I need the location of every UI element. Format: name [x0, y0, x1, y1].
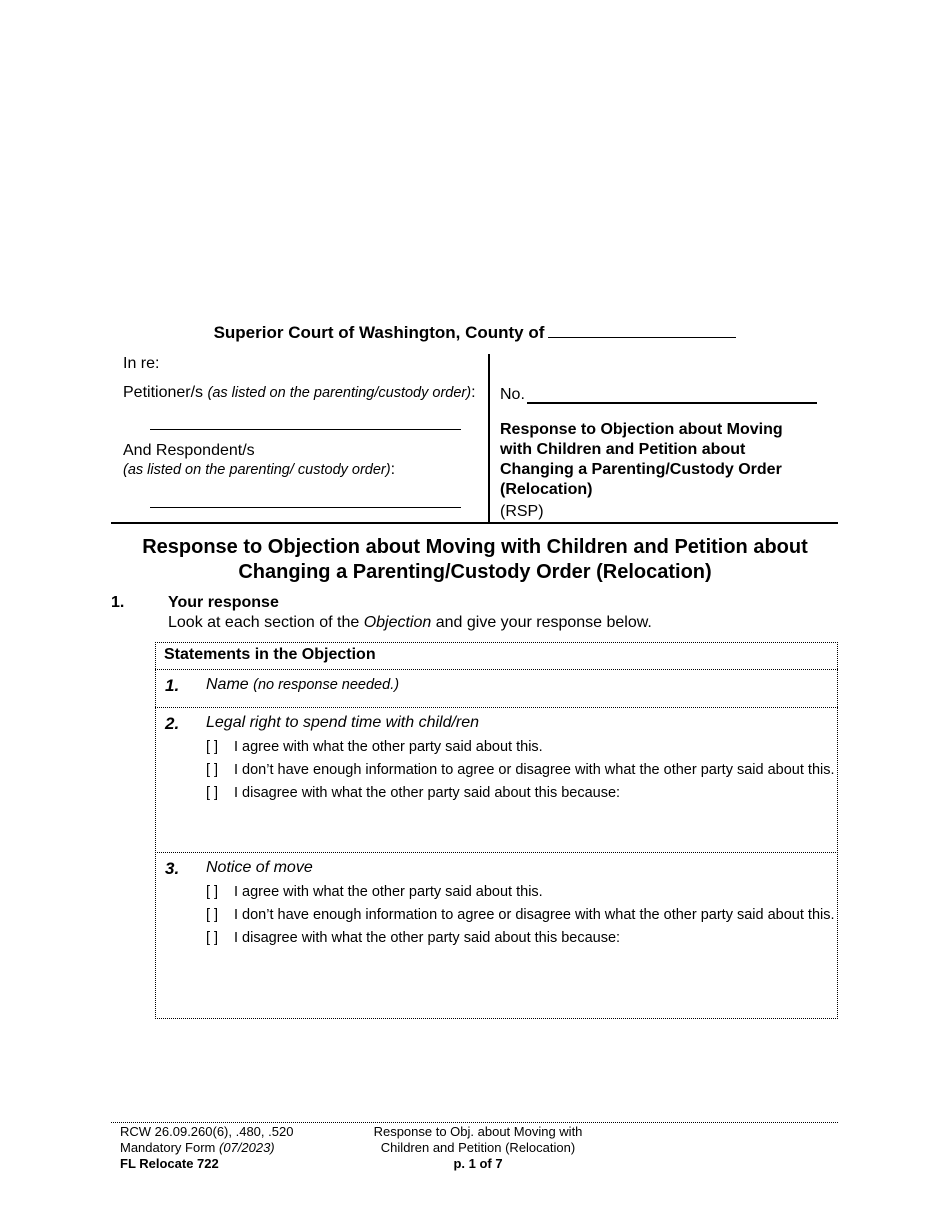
doc-code: (RSP) [500, 503, 544, 520]
in-re-label: In re: [123, 355, 160, 372]
main-title-line-2: Changing a Parenting/Custody Order (Relocation) [238, 561, 712, 583]
table-divider-2 [155, 707, 838, 708]
doc-title-line-2: with Children and Petition about [500, 441, 746, 458]
petitioner-label-row [123, 384, 476, 402]
petitioner-name-line[interactable] [150, 429, 461, 430]
row-2-option-1-checkbox[interactable]: [ ] [206, 739, 219, 755]
footer-rule [111, 1122, 838, 1123]
footer-mandatory-date: (07/2023) [218, 1140, 275, 1155]
main-title-line-1: Response to Objection about Moving with Children and Petition about [142, 536, 808, 558]
footer-mandatory-form [120, 1140, 293, 1156]
case-no-line[interactable] [527, 402, 817, 404]
row-3-option-2-label: I don’t have enough information to agree or disagree with what the other party said about this. [234, 907, 835, 923]
footer-form-code: FL Relocate 722 [120, 1156, 219, 1171]
respondent-note: (as listed on the parenting/ custody order) [123, 462, 391, 478]
row-3-option-1-checkbox[interactable]: [ ] [206, 884, 219, 900]
table-divider-3 [155, 852, 838, 853]
petitioner-label: Petitioner/s [123, 384, 204, 401]
respondent-label: And Respondent/s [123, 442, 255, 459]
footer-left [120, 1124, 293, 1172]
footer-page-number: p. 1 of 7 [453, 1156, 503, 1171]
row-2-number: 2. [165, 714, 180, 733]
section-1-number: 1. [111, 594, 125, 611]
row-3-option-1-label: I agree with what the other party said about this. [234, 884, 543, 900]
row-1-number: 1. [165, 676, 180, 695]
respondent-note-row [123, 461, 395, 479]
footer-rcw: RCW 26.09.260(6), .480, .520 [120, 1124, 294, 1139]
petitioner-colon: : [471, 384, 476, 401]
row-2-option-2-checkbox[interactable]: [ ] [206, 762, 219, 778]
footer-center [352, 1124, 604, 1172]
row-2-option-1-label: I agree with what the other party said about this. [234, 739, 543, 755]
footer-center-line-1: Response to Obj. about Moving with [373, 1124, 583, 1139]
county-blank[interactable] [548, 323, 736, 338]
section-1-title: Your response [168, 594, 279, 611]
caption-bottom-rule [111, 522, 838, 524]
court-title-text: Superior Court of Washington, County of [213, 323, 545, 342]
row-1-title-row [206, 676, 399, 694]
section-1-instruction [168, 614, 652, 632]
doc-title-line-1: Response to Objection about Moving [500, 421, 783, 438]
row-2-option-2-label: I don’t have enough information to agree or disagree with what the other party said about this. [234, 762, 835, 778]
doc-title-line-4: (Relocation) [500, 481, 593, 498]
instruction-em: Objection [363, 614, 432, 631]
footer-center-line-2: Children and Petition (Relocation) [380, 1140, 576, 1155]
doc-title-line-3: Changing a Parenting/Custody Order [500, 461, 782, 478]
row-2-option-3-checkbox[interactable]: [ ] [206, 785, 219, 801]
court-title [0, 323, 950, 343]
row-2-option-3-label: I disagree with what the other party said about this because: [234, 785, 621, 801]
row-3-option-2-checkbox[interactable]: [ ] [206, 907, 219, 923]
row-3-option-3-label: I disagree with what the other party said about this because: [234, 930, 621, 946]
case-no-label: No. [500, 386, 525, 403]
caption-doc-title [500, 420, 820, 500]
respondent-name-line[interactable] [150, 507, 461, 508]
petitioner-note: (as listed on the parenting/custody order) [207, 385, 472, 401]
table-header: Statements in the Objection [164, 646, 376, 663]
row-3-option-3-checkbox[interactable]: [ ] [206, 930, 219, 946]
response-table [155, 642, 838, 1019]
caption-divider [488, 354, 490, 524]
row-3-title: Notice of move [206, 859, 313, 876]
instruction-post: and give your response below. [431, 614, 652, 631]
row-2-title: Legal right to spend time with child/ren [206, 714, 480, 731]
row-3-number: 3. [165, 859, 180, 878]
footer-mandatory-pre: Mandatory Form [120, 1140, 219, 1155]
instruction-pre: Look at each section of the [168, 614, 364, 631]
row-1-title: Name [206, 676, 249, 693]
row-1-note: (no response needed.) [253, 677, 400, 693]
main-title [0, 535, 950, 585]
table-divider-1 [155, 669, 838, 670]
respondent-colon: : [390, 461, 396, 478]
